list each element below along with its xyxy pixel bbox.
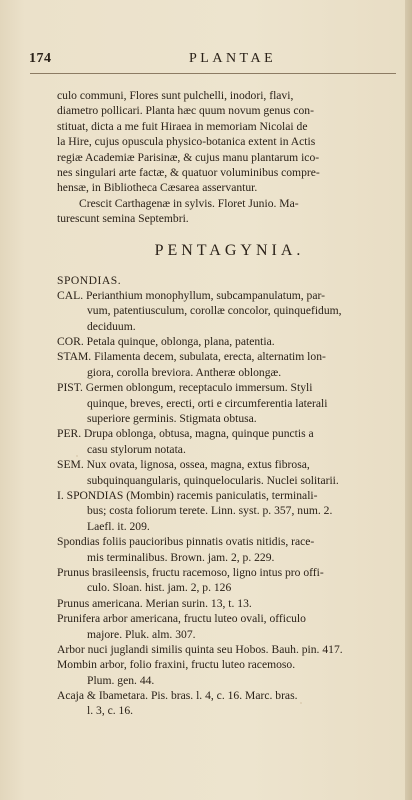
section-title: PENTAGYNIA. (154, 241, 305, 259)
text-line: SEM. Nux ovata, lignosa, ossea, magna, extus fibrosa, (57, 458, 310, 472)
text-line: deciduum. (87, 319, 136, 333)
text-line: Mombin arbor, folio fraxini, fructu luteo racemoso. (57, 658, 296, 672)
continued-paragraph (57, 88, 402, 227)
text-line: la Hire, cujus opuscula physico-botanica extent in Actis (57, 135, 316, 149)
text-line: quinque, breves, erecti, orti e circumferentia laterali (87, 396, 328, 410)
text-line: I. SPONDIAS (Mombin) racemis paniculatis, terminali- (57, 488, 318, 502)
text-line: culo. Sloan. hist. jam. 2, p. 126 (87, 581, 232, 595)
text-line: COR. Petala quinque, oblonga, plana, patentia. (57, 335, 275, 349)
text-line: Prunus brasileensis, fructu racemoso, ligno intus pro offi- (57, 565, 324, 579)
text-line: SPONDIAS. (57, 273, 122, 287)
header-rule (30, 73, 396, 74)
page-edge (405, 0, 412, 800)
text-line: regiæ Academiæ Parisinæ, & cujus manu plantarum ico- (57, 150, 320, 164)
text-line: casu stylorum notata. (87, 442, 186, 456)
text-line: culo communi, Flores sunt pulchelli, inodori, flavi, (57, 89, 294, 102)
text-line: Spondias foliis paucioribus pinnatis ovatis nitidis, race- (57, 535, 315, 549)
text-line: mis terminalibus. Brown. jam. 2, p. 229. (87, 550, 275, 564)
text-line: Prunus americana. Merian surin. 13, t. 13. (57, 596, 252, 610)
text-line: vum, patentiusculum, corollæ concolor, quinquefidum, (87, 304, 342, 318)
text-line: Crescit Carthagenæ in sylvis. Floret Junio. Ma- (79, 196, 299, 210)
text-line: Prunifera arbor americana, fructu luteo ovali, officulo (57, 612, 306, 626)
page-number: 174 (29, 51, 52, 66)
page-header (29, 51, 398, 71)
text-line: diametro pollicari. Planta hæc quum novum genus con- (57, 104, 314, 118)
text-line: l. 3, c. 16. (87, 704, 134, 718)
text-line: PER. Drupa oblonga, obtusa, magna, quinque punctis a (57, 427, 314, 441)
text-line: hensæ, in Bibliotheca Cæsarea asservantur. (57, 181, 258, 195)
text-line: PIST. Germen oblongum, receptaculo immersum. Styli (57, 381, 313, 395)
text-line: stituat, dicta a me fuit Hiraea in memoriam Nicolai de (57, 119, 308, 133)
text-line: turescunt semina Septembri. (57, 212, 189, 226)
text-line: Acaja & Ibametara. Pis. bras. l. 4, c. 16. Marc. bras. (57, 689, 298, 703)
text-line: superiore germinis. Stigmata obtusa. (87, 412, 257, 426)
text-line: CAL. Perianthium monophyllum, subcampanulatum, par- (57, 288, 325, 302)
text-line: bus; costa foliorum terete. Linn. syst. p. 357, num. 2. (87, 504, 333, 518)
text-line: Plum. gen. 44. (87, 673, 155, 687)
running-title: PLANTAE (189, 51, 277, 66)
text-line: Arbor nuci juglandi similis quinta seu Hobos. Bauh. pin. 417. (57, 642, 343, 656)
text-line: Laefl. it. 209. (87, 519, 150, 533)
spondias-description (57, 273, 402, 719)
page-body (57, 88, 402, 719)
text-line: nes singulari arte factæ, & quatuor voluminibus compre- (57, 165, 320, 179)
text-line: majore. Pluk. alm. 307. (87, 627, 196, 641)
text-line: subquinquangularis, quinquelocularis. Nuclei solitarii. (87, 473, 339, 487)
text-line: STAM. Filamenta decem, subulata, erecta, alternatim lon- (57, 350, 326, 364)
text-line: giora, corolla breviora. Antheræ oblongæ. (87, 365, 282, 379)
